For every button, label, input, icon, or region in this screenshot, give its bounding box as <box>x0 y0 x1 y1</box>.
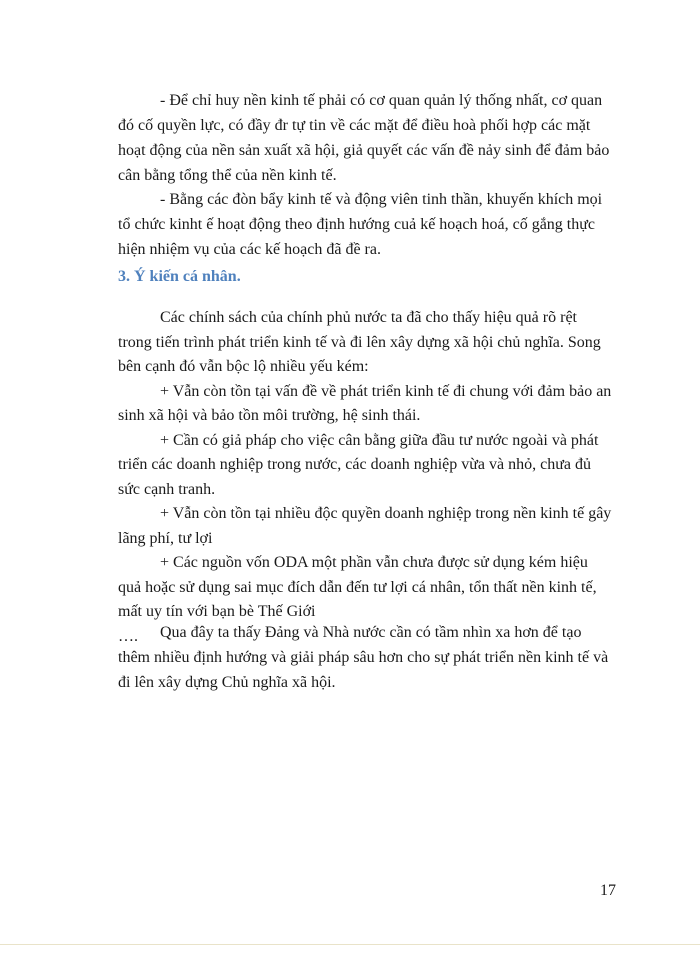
section-heading: 3. Ý kiến cá nhân. <box>118 268 241 285</box>
text-line: sinh xã hội và bảo tồn môi trường, hệ sinh thái. <box>118 407 421 424</box>
page-number: 17 <box>600 882 616 899</box>
text-line: triển các doanh nghiệp trong nước, các doanh nghiệp vừa và nhỏ, chưa đủ <box>118 456 591 473</box>
text-line: tổ chức kinht ế hoạt động theo định hướng cuả kế hoạch hoá, cố gắng thực <box>118 216 596 233</box>
list-item: + Cần có giả pháp cho việc cân bằng giữa đầu tư nước ngoài và phát <box>160 431 599 449</box>
text-line: cân bằng tổng thể của nền kinh tế. <box>118 167 337 184</box>
list-item: + Vẫn còn tồn tại nhiều độc quyền doanh nghiệp trong nền kinh tế gây <box>160 505 612 522</box>
paragraph-economic-levers <box>118 187 614 262</box>
text-line: mất uy tín với bạn bè Thế Giới <box>118 603 316 620</box>
text-line: - Bằng các đòn bẩy kinh tế và động viên tinh thần, khuyến khích mọi <box>160 191 603 208</box>
list-item: + Vẫn còn tồn tại vấn đề về phát triển kinh tế đi chung với đảm bảo an <box>160 382 612 400</box>
text-line: Qua đây ta thấy Đảng và Nhà nước cần có tầm nhìn xa hơn để tạo <box>160 624 582 641</box>
text-line: đi lên xây dựng Chủ nghĩa xã hội. <box>118 674 336 691</box>
text-line: trong tiến trình phát triển kinh tế và đi lên xây dựng xã hội chủ nghĩa. Song <box>118 333 601 351</box>
text-line: - Để chỉ huy nền kinh tế phải có cơ quan quản lý thống nhất, cơ quan <box>160 92 603 109</box>
text-line: Các chính sách của chính phủ nước ta đã cho thấy hiệu quả rõ rệt <box>160 309 577 326</box>
text-line: quả hoặc sử dụng sai mục đích dẫn đến tư lợi cá nhân, tổn thất nền kinh tế, <box>118 578 597 596</box>
text-line: thêm nhiều định hướng và giải pháp sâu hơn cho sự phát triển nền kinh tế và <box>118 649 609 666</box>
text-line: đó cố quyền lực, có đầy đr tự tin về các mặt để điều hoà phối hợp các mặt <box>118 117 591 134</box>
text-line: …. <box>118 627 138 645</box>
text-line: bên cạnh đó vẫn bộc lộ nhiều yếu kém: <box>118 358 369 375</box>
paragraph-conclusion <box>118 620 614 695</box>
text-line: sức cạnh tranh. <box>118 480 216 498</box>
text-line: hiện nhiệm vụ của các kế hoạch đã đề ra. <box>118 241 381 258</box>
paragraph-personal-opinion <box>118 306 614 649</box>
text-line: hoạt động của nền sản xuất xã hội, giả quyết các vấn đề nảy sinh để đảm bảo <box>118 142 610 159</box>
paragraph-coordination-body <box>118 88 614 188</box>
text-line: lãng phí, tư lợi <box>118 529 213 547</box>
page-bottom-border <box>0 944 700 945</box>
list-item: + Các nguồn vốn ODA một phần vẫn chưa được sử dụng kém hiệu <box>160 554 588 571</box>
